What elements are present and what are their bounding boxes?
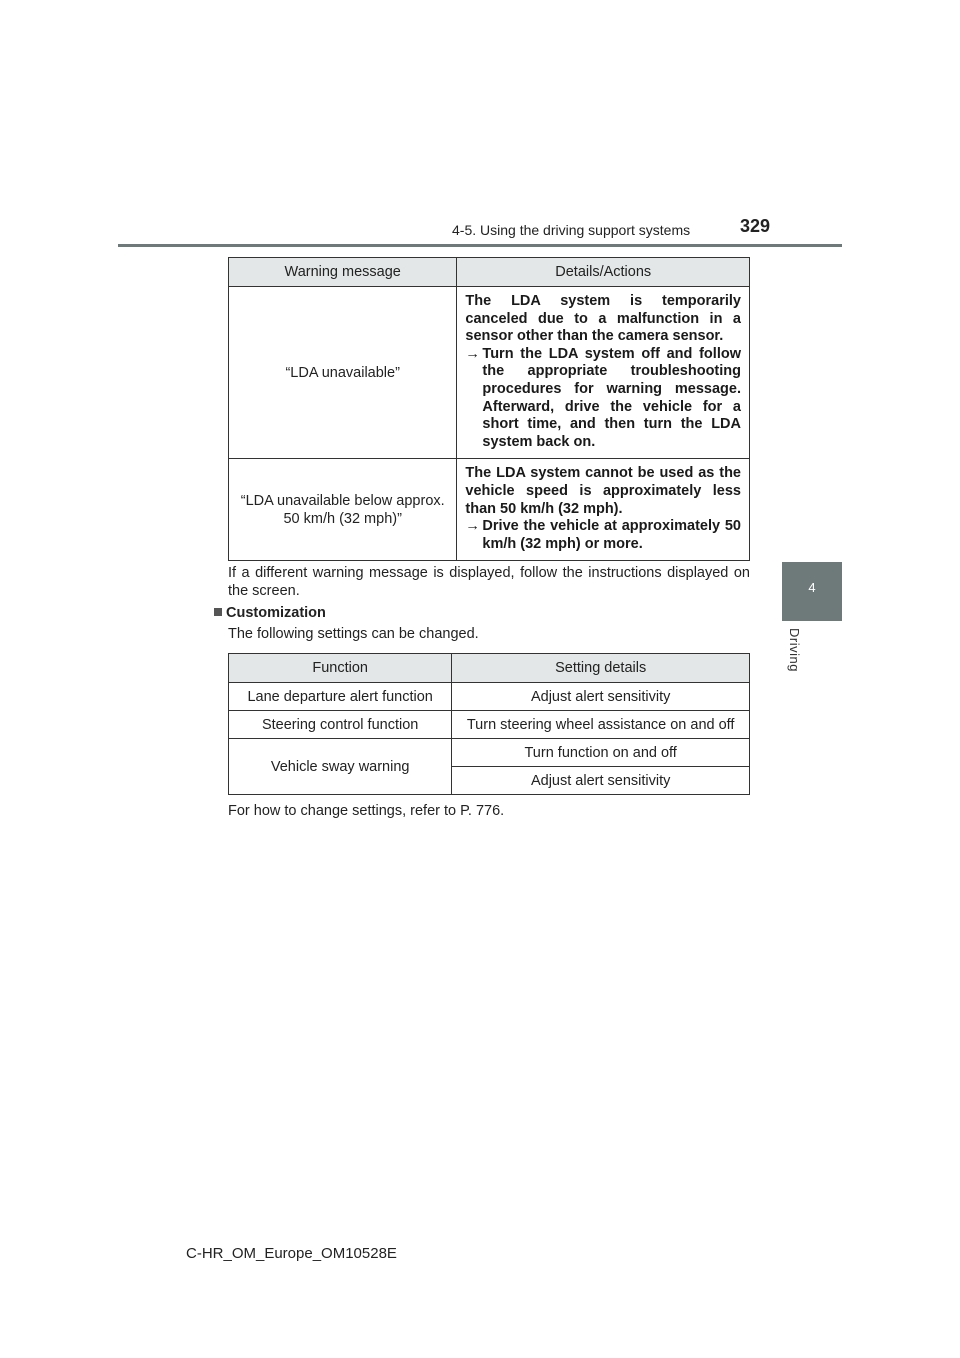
- setting-cell: Adjust alert sensitivity: [452, 683, 750, 711]
- detail-text: The LDA system cannot be used as the vehicle speed is approximately less than 50 km/h (32 mph).: [465, 465, 741, 517]
- header-function: Function: [229, 654, 452, 683]
- action-item: [465, 346, 741, 452]
- header-divider: [118, 244, 842, 247]
- table-header-row: [229, 258, 750, 287]
- chapter-tab[interactable]: [782, 562, 842, 621]
- customization-heading: [214, 605, 326, 621]
- table-header-row: [229, 654, 750, 683]
- table-row: [229, 459, 750, 561]
- details-actions-cell: [457, 287, 750, 459]
- settings-reference: For how to change settings, refer to P. 776.: [228, 803, 505, 819]
- chapter-number: 4: [808, 580, 816, 595]
- function-cell: Lane departure alert function: [229, 683, 452, 711]
- page-number: 329: [740, 216, 771, 236]
- header-setting-details: Setting details: [452, 654, 750, 683]
- header-warning-message: Warning message: [229, 258, 457, 287]
- table-row: [229, 739, 750, 767]
- table-row: [229, 287, 750, 459]
- instruction-paragraph: If a different warning message is displayed, follow the instructions displayed on the screen.: [228, 565, 750, 599]
- setting-cell: Turn function on and off: [452, 739, 750, 767]
- square-bullet-icon: [214, 608, 222, 616]
- table-row: [229, 683, 750, 711]
- customization-table: [228, 653, 750, 795]
- action-text: Turn the LDA system off and follow the appropriate troubleshooting procedures for warning message. Afterward, drive the vehicle for a short time, and then turn the LDA system back on.: [482, 345, 741, 450]
- setting-cell: Adjust alert sensitivity: [452, 767, 750, 795]
- details-actions-cell: [457, 459, 750, 561]
- warning-message-table: [228, 257, 750, 561]
- chapter-label: [788, 628, 804, 678]
- table-row: [229, 711, 750, 739]
- function-cell: Steering control function: [229, 711, 452, 739]
- setting-cell: Turn steering wheel assistance on and off: [452, 711, 750, 739]
- document-code: C-HR_OM_Europe_OM10528E: [186, 1245, 397, 1262]
- warning-message-cell: “LDA unavailable”: [229, 287, 457, 459]
- customization-heading-text: Customization: [226, 605, 326, 621]
- function-cell: Vehicle sway warning: [229, 739, 452, 795]
- action-text: Drive the vehicle at approximately 50 km/h (32 mph) or more.: [482, 518, 741, 552]
- arrow-right-icon: →: [465, 345, 480, 362]
- section-title: 4-5. Using the driving support systems: [452, 222, 691, 238]
- arrow-right-icon: →: [465, 518, 480, 535]
- action-item: [465, 518, 741, 553]
- customization-intro: The following settings can be changed.: [228, 626, 479, 642]
- warning-message-cell: “LDA unavailable below approx. 50 km/h (32 mph)”: [229, 459, 457, 561]
- header-details-actions: Details/Actions: [457, 258, 750, 287]
- chapter-name: Driving: [787, 628, 802, 672]
- detail-text: The LDA system is temporarily canceled due to a malfunction in a sensor other than the camera sensor.: [465, 293, 741, 345]
